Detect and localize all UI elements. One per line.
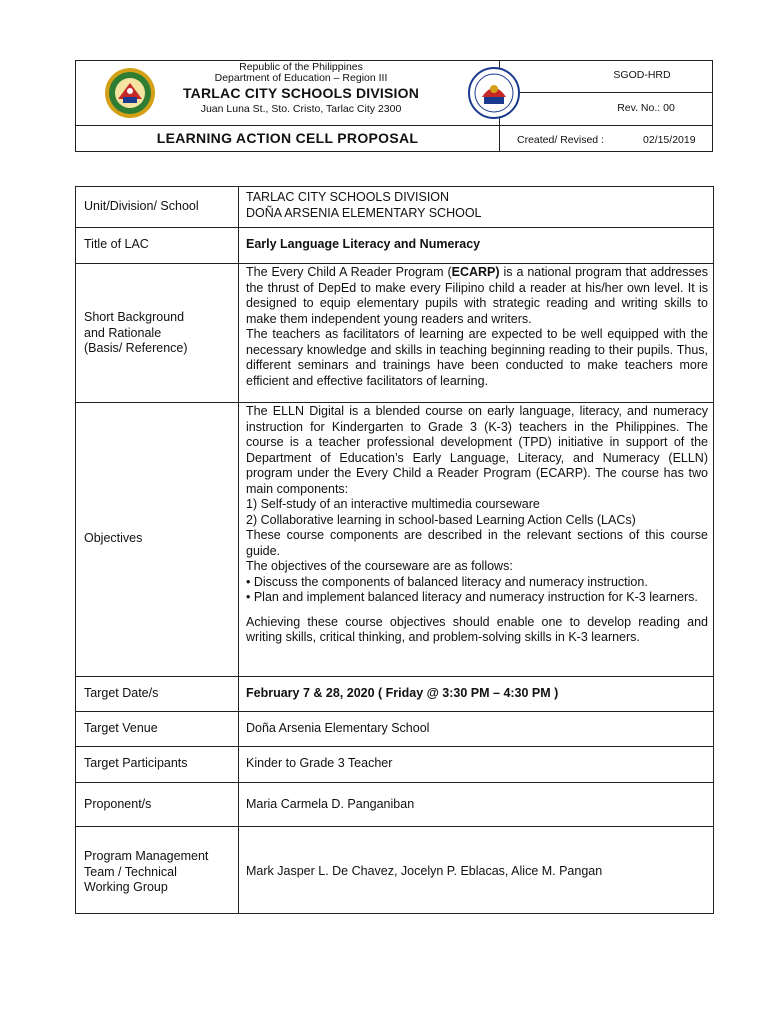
pmt-label-line: Team / Technical bbox=[84, 864, 177, 879]
pmt-value: Mark Jasper L. De Chavez, Jocelyn P. Eblacas, Alice M. Pangan bbox=[246, 864, 603, 878]
proponent-value: Maria Carmela D. Panganiban bbox=[246, 797, 415, 811]
unit-value bbox=[246, 190, 708, 221]
participants-label: Target Participants bbox=[84, 756, 188, 770]
row-divider bbox=[76, 676, 714, 677]
header-divider-horizontal bbox=[76, 125, 713, 126]
proposal-table bbox=[75, 186, 714, 914]
row-divider bbox=[76, 711, 714, 712]
school-value: DOÑA ARSENIA ELEMENTARY SCHOOL bbox=[246, 205, 482, 220]
row-divider bbox=[76, 263, 714, 264]
objectives-bullet: • Plan and implement balanced literacy and numeracy instruction for K-3 learners. bbox=[246, 590, 698, 604]
objectives-bullet: • Discuss the components of balanced literacy and numeracy instruction. bbox=[246, 574, 648, 589]
division-name: TARLAC CITY SCHOOLS DIVISION bbox=[182, 85, 420, 101]
deped-seal-icon bbox=[468, 67, 520, 119]
background-label-line: (Basis/ Reference) bbox=[84, 341, 188, 355]
background-paragraph-1 bbox=[246, 265, 708, 327]
division-address: Juan Luna St., Sto. Cristo, Tarlac City 2300 bbox=[200, 103, 402, 115]
objectives-paragraph: The objectives of the courseware are as follows: bbox=[246, 559, 513, 573]
background-label bbox=[84, 310, 188, 357]
revision-number: Rev. No.: 00 bbox=[617, 102, 675, 114]
title-value: Early Language Literacy and Numeracy bbox=[246, 237, 481, 251]
republic-line: Republic of the Philippines bbox=[239, 61, 363, 73]
unit-label: Unit/Division/ School bbox=[84, 199, 199, 213]
division-seal-icon bbox=[104, 67, 156, 119]
background-label-line: and Rationale bbox=[84, 325, 162, 340]
participants-value: Kinder to Grade 3 Teacher bbox=[246, 756, 393, 770]
objectives-item: 1) Self-study of an interactive multimedia courseware bbox=[246, 497, 540, 511]
objectives-paragraph: These course components are described in the relevant sections of this course guide. bbox=[246, 528, 708, 558]
document-code: SGOD-HRD bbox=[613, 69, 671, 81]
title-label: Title of LAC bbox=[84, 237, 149, 251]
venue-label: Target Venue bbox=[84, 721, 158, 735]
row-divider bbox=[76, 826, 714, 827]
objectives-paragraph: Achieving these course objectives should enable one to develop reading and writing skills, critical thinking, and problem-solving skills in K-3 learners. bbox=[246, 614, 708, 644]
proponent-label: Proponent/s bbox=[84, 797, 152, 811]
pmt-label bbox=[84, 849, 208, 896]
objectives-label: Objectives bbox=[84, 531, 143, 545]
header-divider-right bbox=[499, 92, 713, 93]
pmt-label-line: Working Group bbox=[84, 880, 168, 894]
table-column-divider bbox=[238, 187, 239, 914]
form-title: LEARNING ACTION CELL PROPOSAL bbox=[156, 130, 419, 146]
created-label: Created/ Revised : bbox=[517, 134, 604, 146]
division-value: TARLAC CITY SCHOOLS DIVISION bbox=[246, 190, 450, 204]
objectives-item: 2) Collaborative learning in school-based Learning Action Cells (LACs) bbox=[246, 512, 636, 527]
background-text: is a national program that addresses the thrust of DepEd to make every Filipino child a reader at his/her own level. It is designed to equip elementary pupils with strategic reading and writing skills to make them independent young readers and writers. bbox=[246, 265, 708, 326]
created-date: 02/15/2019 bbox=[643, 134, 696, 146]
background-paragraph-2: The teachers as facilitators of learning are expected to be well equipped with the necessary knowledge and skills in teaching beginning reading to their pupils. Thus, different seminars and trainings have been conducted to make teachers more efficient and effective facilitators of learning. bbox=[246, 327, 708, 388]
objectives-paragraph: The ELLN Digital is a blended course on early language, literacy, and numeracy instruction for Kindergarten to Grade 3 (K-3) teachers in the Philippines. The course is a teacher professional development (TPD) initiative in support of the Department of Education’s Early Language, Literacy, and Numeracy (ELLN) program under the Every Child a Reader Program (ECARP). The course has two main components: bbox=[246, 404, 708, 496]
objectives-value bbox=[246, 404, 708, 646]
row-divider bbox=[76, 746, 714, 747]
ecarp-bold: ECARP) bbox=[451, 265, 500, 279]
department-line: Department of Education – Region III bbox=[214, 72, 388, 84]
row-divider bbox=[76, 227, 714, 228]
document-header bbox=[75, 60, 713, 152]
background-value bbox=[246, 265, 708, 389]
row-divider bbox=[76, 782, 714, 783]
row-divider bbox=[76, 402, 714, 403]
pmt-label-line: Program Management bbox=[84, 849, 209, 863]
background-label-line: Short Background bbox=[84, 310, 185, 324]
target-date-label: Target Date/s bbox=[84, 686, 159, 700]
venue-value: Doña Arsenia Elementary School bbox=[246, 721, 430, 735]
target-date-value: February 7 & 28, 2020 ( Friday @ 3:30 PM – 4:30 PM ) bbox=[246, 686, 559, 700]
paragraph-gap bbox=[246, 606, 708, 615]
background-text: The Every Child A Reader Program ( bbox=[246, 265, 452, 279]
